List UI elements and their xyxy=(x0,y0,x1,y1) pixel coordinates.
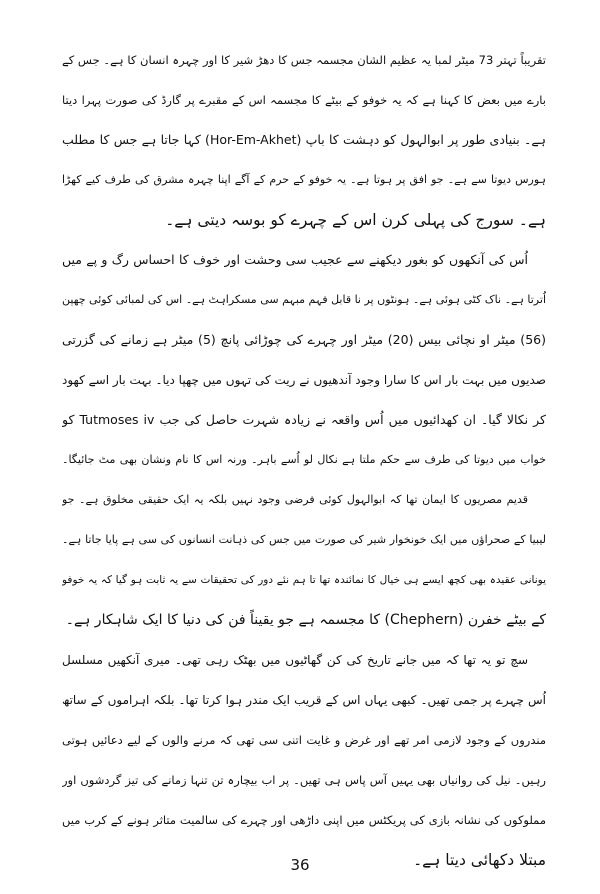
text-line: بارے میں بعض کا کہنا ہے کہ یہ خوفو کے بیٹے کا مجسمہ اس کے مقبرے پر گارڈ کی صورت پہرا دیتا xyxy=(62,93,546,107)
text-line: اُس چہرے پر جمی تھیں۔ کبھی یہاں اس کے قریب ایک مندر ہوا کرتا تھا۔ بلکہ اہراموں کے ساتھ xyxy=(62,693,546,707)
text-line: تقریباً تہتر 73 میٹر لمبا یہ عظیم الشان مجسمہ جس کا دھڑ شیر کا اور چہرہ انسان کا ہے۔ جس کے xyxy=(62,53,546,67)
text-line: سچ تو یہ تھا کہ میں جانے تاریخ کی کن گھاٹیوں میں بھٹک رہی تھی۔ میری آنکھیں مسلسل xyxy=(62,653,528,667)
text-line: (56) میٹر او نچائی بیس (20) میٹر اور چہرے کی چوڑائی پانچ (5) میٹر ہے زمانے کی گزرتی xyxy=(62,332,546,347)
text-line: صدیوں میں بہت بار اس کا سارا وجود آندھیوں نے ریت کی تہوں میں چھپا دیا۔ بہت بار اسے کھود xyxy=(62,373,546,387)
body-text xyxy=(62,40,546,880)
text-line: یونانی عقیدہ بھی کچھ ایسے ہی خیال کا نمائندہ تھا تا ہم نئے دور کی تحقیقات سے یہ ثابت ہو گیا کہ یہ خوفو xyxy=(62,574,546,586)
text-line: رہیں۔ نیل کی روانیاں بھی یہیں آس پاس ہی تھیں۔ پر اب بیچارہ تن تنہا زمانے کی تیز گردشوں اور xyxy=(62,773,546,787)
text-line: مندروں کے وجود لازمی امر تھے اور غرض و غایت اتنی سی تھی کہ مرنے والوں کے لیے دعائیں ہوتی xyxy=(62,733,546,747)
text-line: ہے۔ بنیادی طور پر ابوالہول کو دہشت کا باپ (Hor-Em-Akhet) کہا جاتا ہے جس کا مطلب xyxy=(62,132,546,147)
text-line: اُس کی آنکھوں کو بغور دیکھنے سے عجیب سی وحشت اور خوف کا احساس رگ و پے میں xyxy=(62,252,528,267)
page-number: 36 xyxy=(290,856,310,874)
text-line: مبتلا دکھائی دیتا ہے۔ xyxy=(413,851,546,869)
text-line: اُترتا ہے۔ ناک کٹی ہوئی ہے۔ ہونٹوں پر نا قابل فہم مبہم سی مسکراہٹ ہے۔ اس کی لمبائی کوئی چھپن xyxy=(62,293,546,306)
text-line: ہے۔ سورج کی پہلی کرن اس کے چہرے کو بوسہ دیتی ہے۔ xyxy=(165,211,546,229)
text-line: مملوکوں کی نشانہ بازی کی پریکٹس میں اپنی داڑھی اور چہرے کی سالمیت متاثر ہونے کے کرب میں xyxy=(62,813,546,827)
text-line: قدیم مصریوں کا ایمان تھا کہ ابوالہول کوئی فرضی وجود نہیں بلکہ یہ ایک حقیقی مخلوق ہے۔ جو xyxy=(62,493,528,506)
text-line: کر نکالا گیا۔ ان کھدائیوں میں اُس واقعہ نے زیادہ شہرت حاصل کی جب Tutmoses iv کو xyxy=(62,412,546,427)
text-line: ہورس دیوتا سے ہے۔ جو افق پر ہوتا ہے۔ یہ خوفو کے حرم کے آگے اپنا چہرہ مشرق کی طرف کیے کھڑا xyxy=(62,173,546,186)
text-line: خواب میں دیوتا کی طرف سے حکم ملتا ہے نکال لو اُسے باہر۔ ورنہ اس کا نام ونشان بھی مٹ جائیگا۔ xyxy=(62,453,546,466)
text-line: لیبیا کے صحراؤں میں ایک خونخوار شیر کی صورت میں جس کی ذہانت انسانوں کی سی ہے پایا جاتا ہے۔ xyxy=(62,533,546,546)
text-line: کے بیٹے خفرن (Chephern) کا مجسمہ ہے جو یقیناً فن کی دنیا کا ایک شاہکار ہے۔ xyxy=(65,612,546,628)
